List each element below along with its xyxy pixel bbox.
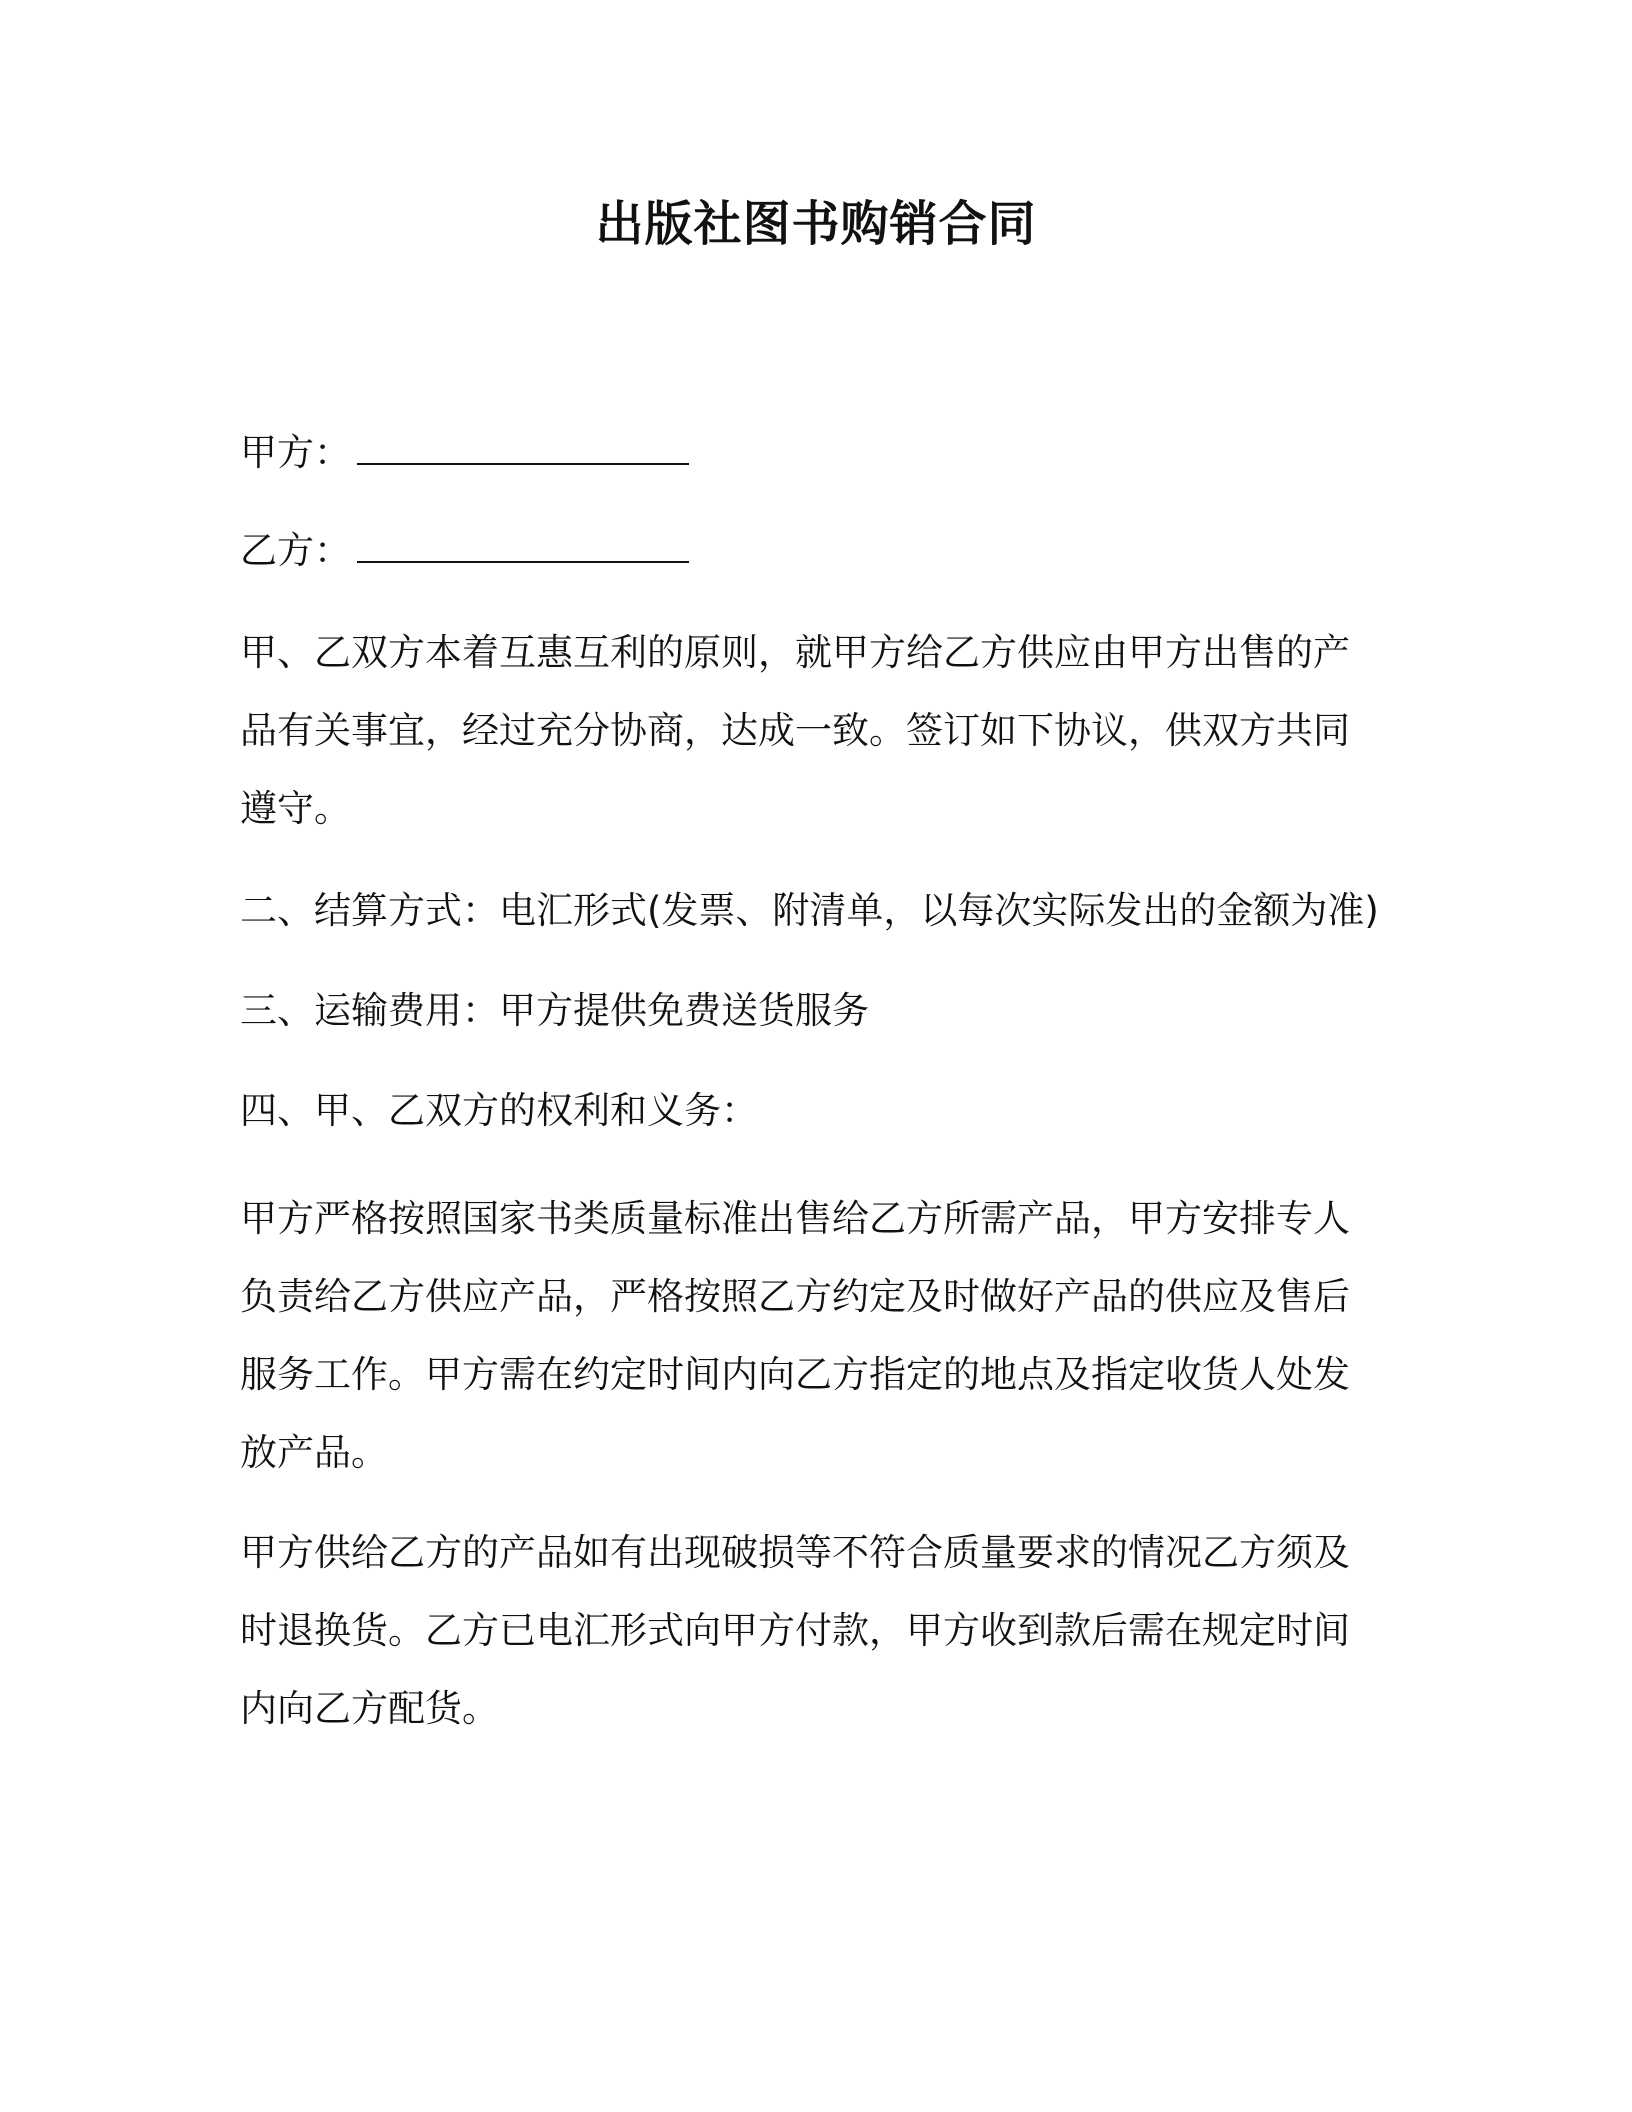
party-b-field (240, 512, 1380, 590)
quality-return-paragraph (240, 1514, 1380, 1748)
paragraph-line: 时退换货。乙方已电汇形式向甲方付款，甲方收到款后需在规定时间 (240, 1609, 1350, 1652)
intro-paragraph (240, 614, 1380, 848)
party-a-label: 甲方： (240, 431, 351, 474)
document-title: 出版社图书购销合同 (595, 196, 1037, 252)
intro-line: 甲、乙双方本着互惠互利的原则，就甲方给乙方供应由甲方出售的产 (240, 631, 1350, 674)
intro-line: 遵守。 (240, 787, 351, 830)
party-b-blank-line (357, 531, 689, 563)
paragraph-line: 服务工作。甲方需在约定时间内向乙方指定的地点及指定收货人处发 (240, 1353, 1350, 1396)
paragraph-line: 甲方严格按照国家书类质量标准出售给乙方所需产品，甲方安排专人 (240, 1197, 1350, 1240)
clause-settlement: 二、结算方式：电汇形式(发票、附清单，以每次实际发出的金额为准) (240, 889, 1379, 932)
intro-line: 品有关事宜，经过充分协商，达成一致。签订如下协议，供双方共同 (240, 709, 1350, 752)
paragraph-line: 放产品。 (240, 1431, 388, 1474)
clause-shipping: 三、运输费用：甲方提供免费送货服务 (240, 989, 869, 1032)
clause-rights-obligations: 四、甲、乙双方的权利和义务： (240, 1089, 758, 1132)
paragraph-line: 甲方供给乙方的产品如有出现破损等不符合质量要求的情况乙方须及 (240, 1531, 1350, 1574)
party-b-label: 乙方： (240, 529, 351, 572)
party-a-field (240, 414, 1380, 492)
paragraph-line: 内向乙方配货。 (240, 1687, 499, 1730)
party-a-obligations-paragraph (240, 1180, 1380, 1492)
paragraph-line: 负责给乙方供应产品，严格按照乙方约定及时做好产品的供应及售后 (240, 1275, 1350, 1318)
party-a-blank-line (357, 433, 689, 465)
